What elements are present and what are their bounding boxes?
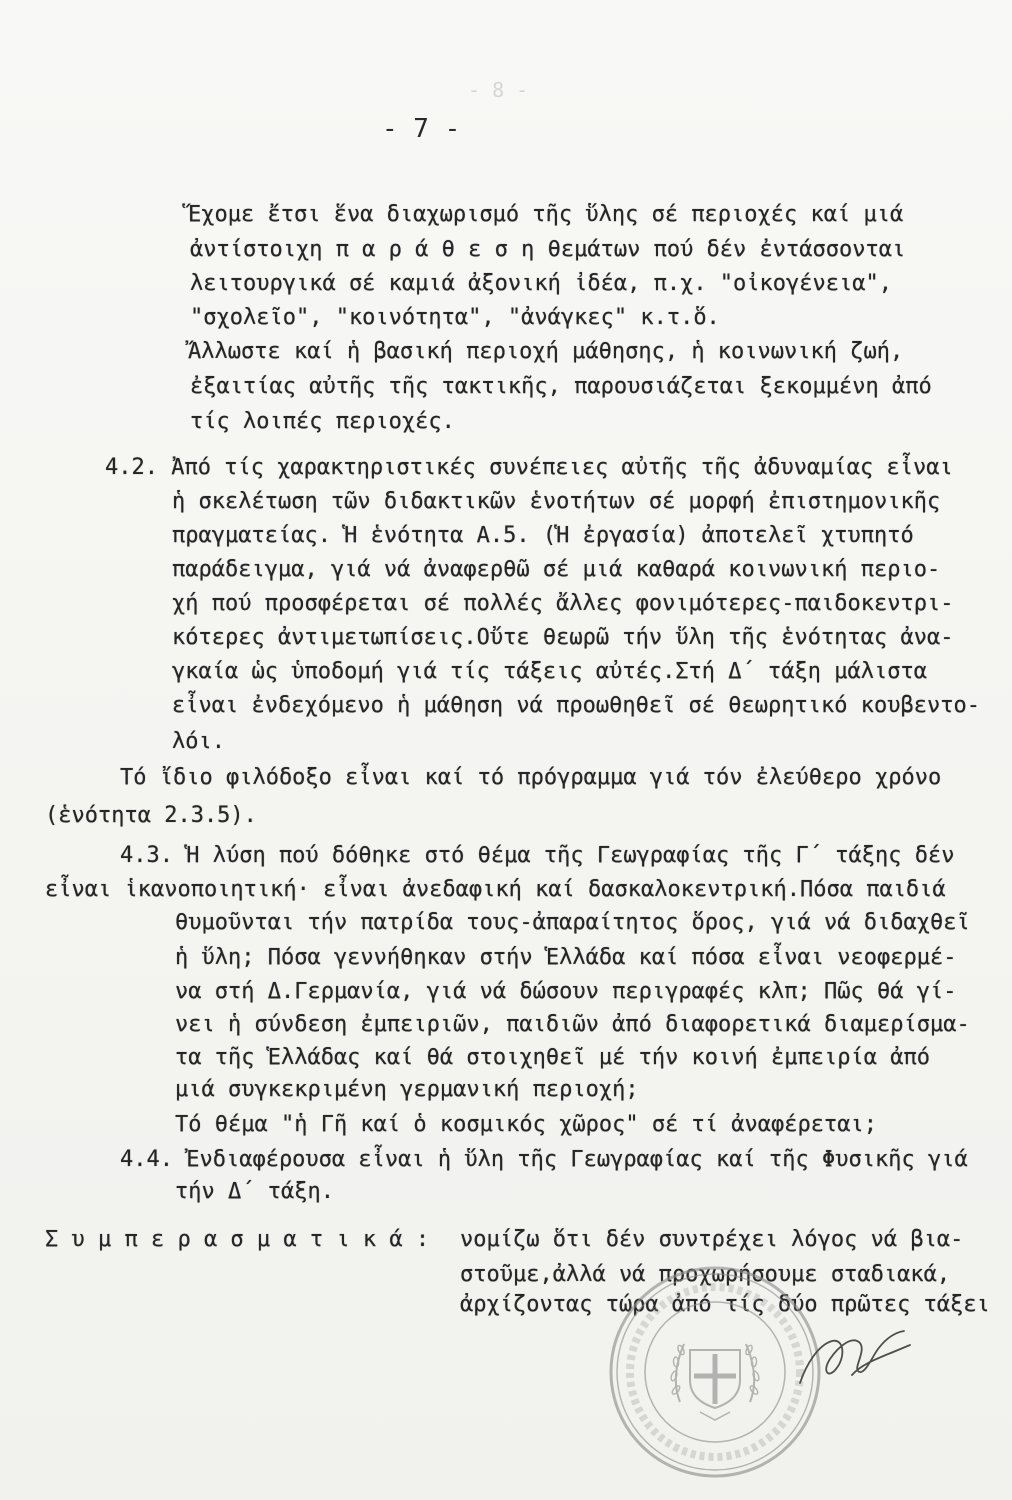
conclusion-label: Σ υ μ π ε ρ α σ μ α τ ι κ ά : [45,1227,430,1252]
text-line: 4.3. Ἡ λύση πού δόθηκε στό θέμα τῆς Γεωγραφίας τῆς Γ´ τάξης δέν [120,843,955,868]
seal-cross-icon [694,1354,736,1404]
text-line: τα τῆς Ἑλλάδας καί θά στοιχηθεῖ μέ τήν κοινή ἐμπειρία ἀπό [175,1045,930,1070]
text-line: Ἕχομε ἔτσι ἕνα διαχωρισμό τῆς ὕλης σέ περιοχές καί μιά [188,202,904,227]
text-line: κότερες ἀντιμετωπίσεις.Οὔτε θεωρῶ τήν ὕλη τῆς ἑνότητας ἀνα- [172,625,954,650]
seal-ribbon [700,1412,730,1420]
text-line: εἶναι ἐνδεχόμενο ἡ μάθηση νά προωθηθεῖ σέ θεωρητικό κουβεντο- [172,693,980,718]
text-line: 4.4. Ἐνδιαφέρουσα εἶναι ἡ ὕλη τῆς Γεωγραφίας καί τῆς Φυσικῆς γιά [120,1147,968,1172]
text-line: Ἄλλωστε καί ἡ βασική περιοχή μάθησης, ἡ κοινωνική ζωή, [188,339,904,364]
text-line: νομίζω ὅτι δέν συντρέχει λόγος νά βια- [460,1227,964,1252]
text-line: πραγματείας. Ἡ ἑνότητα Α.5. (Ἡ ἐργασία) ἀποτελεῖ χτυπητό [172,523,914,548]
page-number: - 7 - [382,114,461,144]
text-line: λειτουργικά σέ καμιά ἀξονική ἰδέα, π.χ. "οἰκογένεια", [190,271,892,296]
text-line: Τό θέμα "ἡ Γῆ καί ὁ κοσμικός χῶρος" σέ τί ἀναφέρεται; [175,1112,877,1137]
text-line: θυμοῦνται τήν πατρίδα τους-ἀπαραίτητος ὅρος, γιά νά διδαχθεῖ [175,910,970,935]
text-line: γκαία ὡς ὑποδομή γιά τίς τάξεις αὐτές.Στή Δ´ τάξη μάλιστα [172,659,927,684]
text-line: ἡ ὕλη; Πόσα γεννήθηκαν στήν Ἑλλάδα καί πόσα εἶναι νεοφερμέ- [175,945,957,970]
bleed-through-page-number: - 8 - [468,78,529,102]
text-line: "σχολεῖο", "κοινότητα", "ἀνάγκες" κ.τ.ὅ. [190,305,720,330]
text-line: ἐξαιτίας αὐτῆς τῆς τακτικῆς, παρουσιάζεται ξεκομμένη ἀπό [190,374,932,399]
text-line: τήν Δ´ τάξη. [175,1179,334,1204]
text-line: στοῦμε,ἀλλά νά προχωρήσουμε σταδιακά, [460,1262,951,1287]
text-line: παράδειγμα, γιά νά ἀναφερθῶ σέ μιά καθαρά κοινωνική περιο- [172,557,941,582]
signature-stroke [800,1331,910,1383]
text-line: να στή Δ.Γερμανία, γιά νά δώσουν περιγραφές κλπ; Πῶς θά γί- [175,979,957,1004]
text-line: ἀντίστοιχη π α ρ ά θ ε σ η θεμάτων πού δέν ἐντάσσονται [190,237,906,262]
text-line: τίς λοιπές περιοχές. [190,409,455,434]
text-line: χή πού προσφέρεται σέ πολλές ἄλλες φονιμότερες-παιδοκεντρι- [172,591,954,616]
text-line: λόι. [172,729,225,754]
text-line: 4.2. Ἀπό τίς χαρακτηριστικές συνέπειες αὐτῆς τῆς ἀδυναμίας εἶναι [105,455,953,480]
signature [792,1305,917,1405]
text-line: (ἑνότητα 2.3.5). [45,803,257,828]
text-line: νει ἡ σύνδεση ἐμπειριῶν, παιδιῶν ἀπό διαφορετικά διαμερίσμα- [175,1012,970,1037]
text-line: Τό ἴδιο φιλόδοξο εἶναι καί τό πρόγραμμα γιά τόν ἐλεύθερο χρόνο [120,765,942,790]
text-line: ἡ σκελέτωση τῶν διδακτικῶν ἑνοτήτων σέ μορφή ἐπιστημονικῆς [172,489,941,514]
text-line: μιά συγκεκριμένη γερμανική περιοχή; [175,1077,639,1102]
text-line: εἶναι ἱκανοποιητική· εἶναι ἀνεδαφική καί δασκαλοκεντρική.Πόσα παιδιά [45,877,946,902]
text-line: ἀρχίζοντας τώρα ἀπό τίς δύο πρῶτες τάξει [460,1292,990,1317]
